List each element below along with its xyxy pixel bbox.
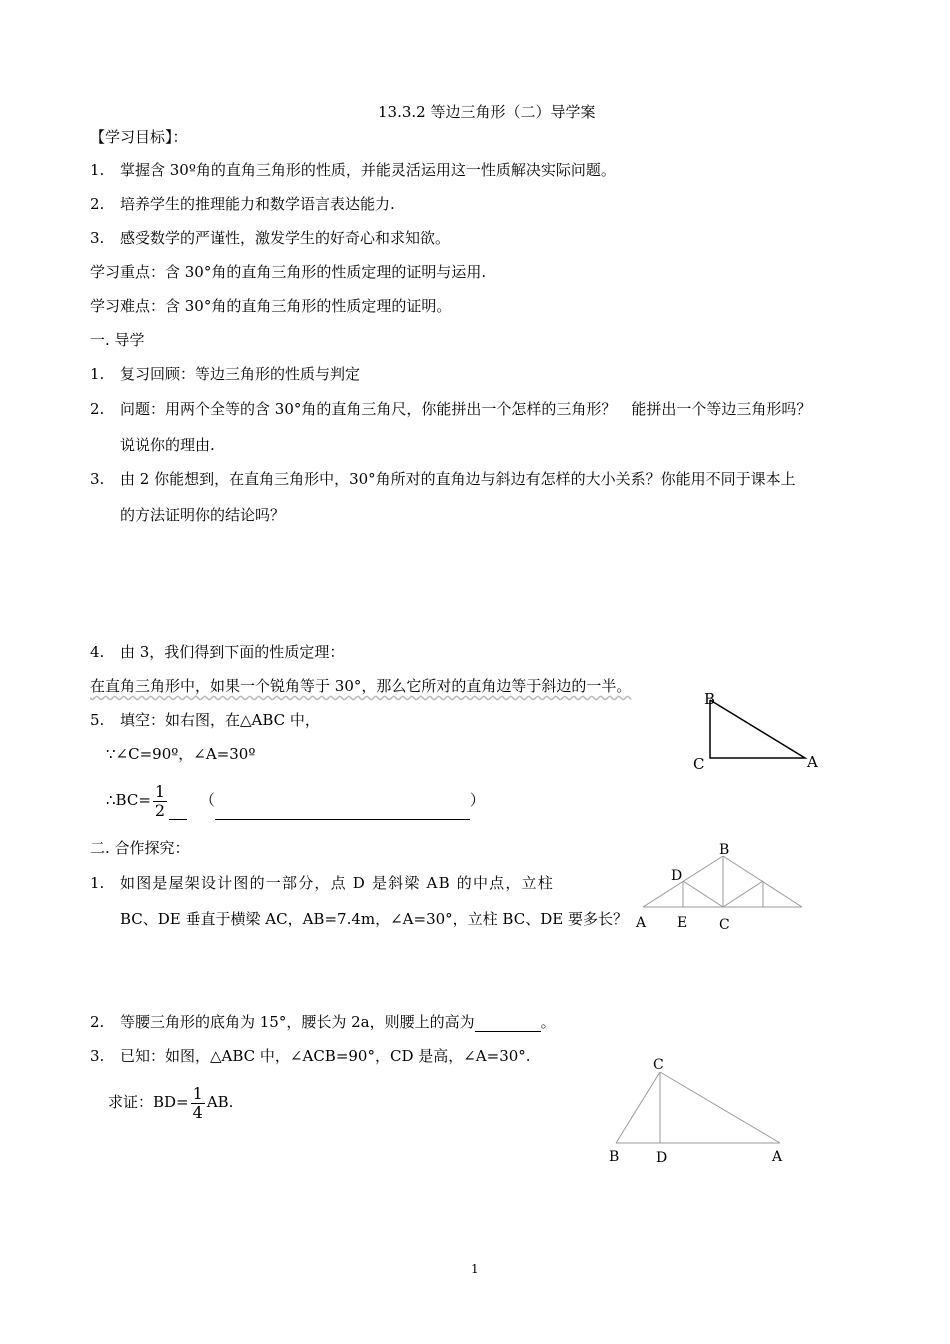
- item-number: 2.: [90, 400, 105, 418]
- item-end: 。: [540, 1013, 556, 1031]
- paren-open: （: [199, 791, 215, 809]
- figure-roof-truss: [630, 838, 810, 938]
- item-number: 1.: [90, 874, 105, 892]
- conclusion-line: [106, 782, 485, 820]
- item-number: 5.: [90, 711, 105, 729]
- section1-item-5: [90, 710, 320, 730]
- vertex-label-c: C: [693, 755, 705, 773]
- prove-statement: [108, 1082, 233, 1122]
- item-text-line1: 如图是屋架设计图的一部分，点 D 是斜梁 AB 的中点，立柱: [120, 874, 554, 892]
- item-number: 1.: [90, 365, 105, 383]
- item-text: 培养学生的推理能力和数学语言表达能力.: [120, 195, 395, 213]
- item-text: 掌握含 30º角的直角三角形的性质，并能灵活运用这一性质解决实际问题。: [120, 161, 616, 179]
- theorem-text: 在直角三角形中，如果一个锐角等于 30°，那么它所对的直角边等于斜边的一半。: [90, 677, 632, 695]
- fraction-one-quarter: [191, 1085, 205, 1122]
- item-text: 由 3，我们得到下面的性质定理：: [120, 643, 345, 661]
- fraction-one-half: [153, 783, 167, 820]
- section2-item-3: [90, 1046, 531, 1066]
- vertex-label-a: A: [772, 1149, 783, 1165]
- section2-item-2: [90, 1012, 556, 1032]
- fraction-numerator: 1: [192, 1083, 203, 1103]
- paren-close: ）: [469, 791, 485, 809]
- item-number: 3.: [90, 1047, 105, 1065]
- objective-item-3: [90, 228, 450, 248]
- objective-item-1: [90, 160, 616, 180]
- item-number: 1.: [90, 161, 105, 179]
- section2-item-1-line2: BC、DE 垂直于横梁 AC，AB=7.4m，∠A=30°，立柱 BC、DE 要多长？: [120, 910, 628, 928]
- item-text: 复习回顾：等边三角形的性质与判定: [120, 365, 361, 383]
- page-number: 1: [471, 1262, 479, 1276]
- item-number: 4.: [90, 643, 105, 661]
- prove-suffix: AB.: [206, 1093, 234, 1111]
- fraction-numerator: 1: [154, 781, 166, 801]
- section1-item-2-line2: 说说你的理由.: [120, 436, 215, 454]
- section1-item-1: [90, 364, 360, 384]
- section2-item-1: [90, 873, 554, 893]
- truss-brace-left: [683, 881, 723, 907]
- objectives-heading: 【学习目标】：: [90, 128, 188, 146]
- vertex-label-e: E: [677, 915, 688, 931]
- vertex-label-d: D: [656, 1150, 668, 1166]
- item-text: 填空：如右图，在△ABC 中，: [120, 711, 320, 729]
- vertex-label-a: A: [807, 753, 818, 771]
- item-text: 等腰三角形的底角为 15°，腰长为 2a，则腰上的高为: [120, 1013, 475, 1031]
- vertex-label-d: D: [671, 868, 683, 884]
- vertex-label-b: B: [719, 842, 730, 858]
- fraction-denominator: 2: [154, 800, 166, 820]
- item-text: 已知：如图，△ABC 中，∠ACB=90°，CD 是高，∠A=30°.: [120, 1047, 531, 1065]
- vertex-label-a: A: [636, 915, 647, 931]
- given-condition: ∵∠C=90º，∠A=30º: [106, 745, 256, 763]
- conclusion-prefix: ∴BC=: [106, 791, 151, 809]
- item-number: 2.: [90, 195, 105, 213]
- key-point: 学习重点：含 30°角的直角三角形的性质定理的证明与运用.: [90, 263, 487, 281]
- section1-item-2: [90, 399, 811, 419]
- objective-item-2: [90, 194, 395, 214]
- side-ca: [660, 1072, 780, 1143]
- section1-item-3: [90, 469, 796, 489]
- figure-triangle-abc-altitude: [600, 1050, 800, 1170]
- section2-heading: 二. 合作探究：: [90, 839, 190, 857]
- vertex-label-b: B: [609, 1149, 620, 1165]
- page-title: 13.3.2 等边三角形（二）导学案: [378, 103, 596, 121]
- prove-prefix: 求证：BD=: [108, 1093, 189, 1111]
- item-number: 2.: [90, 1013, 105, 1031]
- vertex-label-b: B: [704, 690, 716, 708]
- side-bc: [616, 1072, 660, 1143]
- item-number: 3.: [90, 229, 105, 247]
- answer-blank[interactable]: [169, 797, 187, 820]
- item-number: 3.: [90, 470, 105, 488]
- item-text: 感受数学的严谨性，激发学生的好奇心和求知欲。: [120, 229, 451, 247]
- difficulty: 学习难点：含 30°角的直角三角形的性质定理的证明。: [90, 297, 452, 315]
- vertex-label-c: C: [653, 1057, 664, 1073]
- vertex-label-c: C: [719, 917, 730, 933]
- figure-right-triangle-abc: [685, 686, 825, 776]
- fraction-denominator: 4: [192, 1102, 203, 1122]
- triangle-outline: [710, 700, 805, 758]
- item-text-line1: 由 2 你能想到，在直角三角形中，30°角所对的直角边与斜边有怎样的大小关系？你能用不同于课本上: [120, 470, 796, 488]
- section1-heading: 一. 导学: [90, 331, 145, 349]
- section1-item-4: [90, 642, 344, 662]
- reason-blank[interactable]: [215, 797, 470, 820]
- section1-item-3-line2: 的方法证明你的结论吗？: [120, 506, 286, 524]
- item-text-line1: 问题：用两个全等的含 30°角的直角三角尺，你能拼出一个怎样的三角形？ 能拼出一个等边三角形吗？: [120, 400, 812, 418]
- truss-brace-right: [723, 881, 763, 907]
- height-answer-blank[interactable]: [475, 1013, 541, 1032]
